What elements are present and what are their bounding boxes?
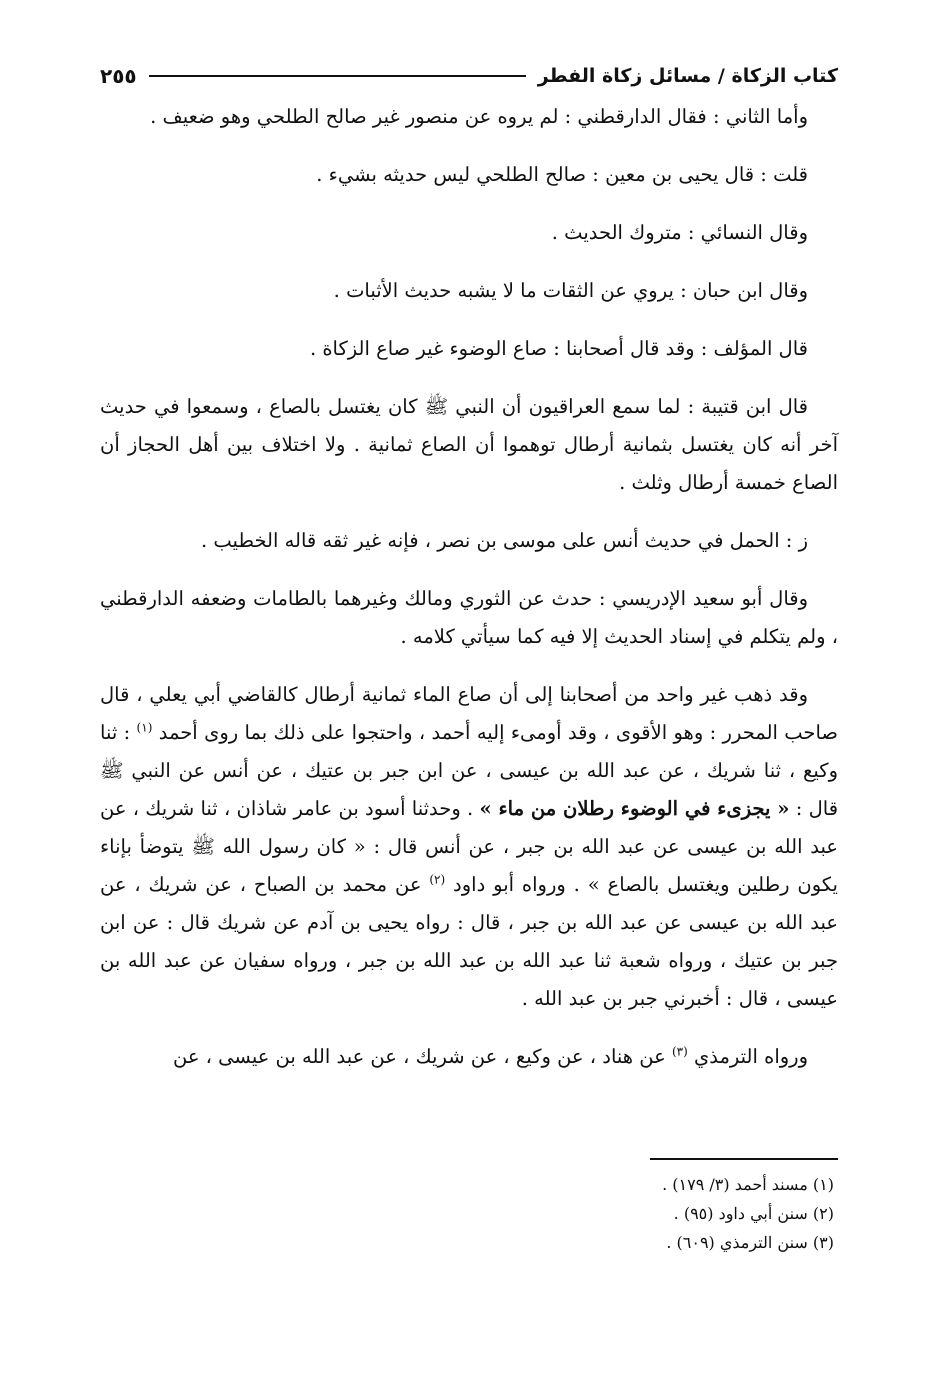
paragraph-2: قلت : قال يحيى بن معين : صالح الطلحي ليس حديثه بشيء . — [316, 163, 808, 186]
footnote-ref-1[interactable]: (١) — [136, 720, 153, 735]
hadith-quote: « يجزىء في الوضوء رطلان من ماء » — [479, 797, 790, 820]
text-segment: ورواه الترمذي — [693, 1045, 808, 1068]
text-segment: عن محمد بن الصباح ، عن شريك ، عن عبد الله بن عيسى عن عبد الله بن جبر ، قال : رواه يحيى بن آدم عن شريك قال : عن ابن جبر بن عتيك ، ورواه شعبة ثنا عبد الله بن عبد الله بن جبر ، ورواه سفيان عن عبد الله بن عيسى ، قال : أخبرني جبر بن عبد الله . — [100, 873, 838, 1010]
hadith-quote: « كان رسول الله ﷺ يتوضأ بإناء يكون رطلين ويغتسل بالصاع » — [100, 835, 838, 896]
footnotes — [100, 1158, 838, 1257]
footnote-ref-3[interactable]: (٣) — [671, 1044, 688, 1059]
main-text — [100, 98, 838, 1096]
paragraph-4: وقال ابن حبان : يروي عن الثقات ما لا يشبه حديث الأثبات . — [333, 279, 808, 302]
running-header — [100, 58, 838, 94]
text-segment: . وحدثنا أسود بن عامر شاذان ، ثنا شريك ، عن عبد الله بن عيسى عن عبد الله بن جبر ، عن أنس قال : — [100, 797, 839, 858]
text-segment: عن هناد ، عن وكيع ، عن شريك ، عن عبد الله بن عيسى ، عن — [173, 1045, 666, 1068]
paragraph-6: قال ابن قتيبة : لما سمع العراقيون أن النبي ﷺ كان يغتسل بالصاع ، وسمعوا في حديث آخر أنه كان يغتسل بثمانية أرطال توهموا أن الصاع ثمانية . ولا اختلاف بين أهل الحجاز أن الصاع خمسة أرطال وثلث . — [100, 395, 838, 494]
paragraph-1: وأما الثاني : فقال الدارقطني : لم يروه عن منصور غير صالح الطلحي وهو ضعيف . — [150, 105, 808, 128]
paragraph-8: وقال أبو سعيد الإدريسي : حدث عن الثوري ومالك وغيرهما بالطامات وضعفه الدارقطني ، ولم يتكلم في إسناد الحديث إلا فيه كما سيأتي كلامه . — [100, 587, 838, 648]
page-number: ٢٥٥ — [100, 64, 137, 88]
footnote-ref-2[interactable]: (٢) — [429, 872, 446, 887]
paragraph-5: قال المؤلف : وقد قال أصحابنا : صاع الوضوء غير صاع الزكاة . — [309, 337, 808, 360]
header-rule — [149, 75, 526, 77]
chapter-title: كتاب الزكاة / مسائل زكاة الفطر — [537, 65, 838, 87]
text-segment: وقد ذهب غير واحد من أصحابنا إلى أن صاع الماء ثمانية أرطال كالقاضي أبي يعلي ، قال صاحب المحرر : وهو الأقوى ، وقد أومىء إليه أحمد ، واحتجوا على ذلك بما روى أحمد — [100, 683, 838, 744]
footnote-rule — [650, 1158, 838, 1160]
paragraph-9 — [100, 676, 838, 1018]
paragraph-10 — [100, 1038, 838, 1076]
footnote-2: (٢) سنن أبي داود (٩٥) . — [673, 1204, 834, 1223]
footnote-1: (١) مسند أحمد (٣/ ١٧٩) . — [662, 1175, 834, 1194]
footnote-3: (٣) سنن الترمذي (٦٠٩) . — [666, 1233, 834, 1252]
paragraph-3: وقال النسائي : متروك الحديث . — [551, 221, 808, 244]
paragraph-7: ز : الحمل في حديث أنس على موسى بن نصر ، فإنه غير ثقه قاله الخطيب . — [201, 529, 808, 552]
text-segment: : ثنا وكيع ، ثنا شريك ، عن عبد الله بن عيسى ، عن ابن جبر بن عتيك ، عن أنس عن النبي ﷺ قال : — [100, 721, 839, 820]
text-segment: . ورواه أبو داود — [453, 873, 580, 896]
